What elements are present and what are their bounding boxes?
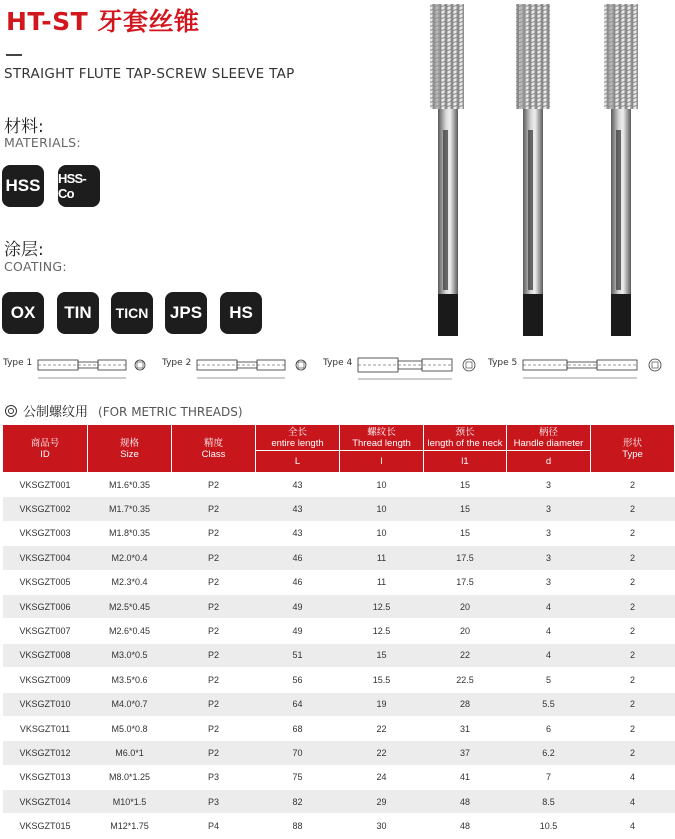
- coating-badge-ox: OX: [2, 292, 44, 334]
- cell-thread-length: 11: [340, 546, 424, 570]
- cell-handle-diameter: 6: [507, 716, 591, 740]
- cell-neck-length: 37: [424, 741, 507, 765]
- cell-handle-diameter: 5.5: [507, 692, 591, 716]
- cell-entire-length: 49: [256, 594, 340, 618]
- cell-size: M1.7*0.35: [88, 497, 172, 521]
- type-2-diagram-icon: [195, 346, 315, 386]
- cell-class: P2: [172, 521, 256, 545]
- cell-id: VKSGZT001: [3, 473, 88, 497]
- cell-id: VKSGZT010: [3, 692, 88, 716]
- table-row: [3, 497, 675, 521]
- cell-type: 2: [591, 716, 675, 740]
- cell-entire-length: 46: [256, 546, 340, 570]
- cell-id: VKSGZT008: [3, 643, 88, 667]
- cell-size: M2.6*0.45: [88, 619, 172, 643]
- cell-type: 2: [591, 570, 675, 594]
- cell-neck-length: 15: [424, 473, 507, 497]
- table-row: [3, 473, 675, 497]
- coating-badge-tin: TIN: [57, 292, 99, 334]
- cell-type: 2: [591, 521, 675, 545]
- cell-handle-diameter: 3: [507, 546, 591, 570]
- cell-entire-length: 49: [256, 619, 340, 643]
- cell-size: M3.0*0.5: [88, 643, 172, 667]
- cell-entire-length: 75: [256, 765, 340, 789]
- cell-class: P4: [172, 814, 256, 838]
- cell-handle-diameter: 4: [507, 594, 591, 618]
- cell-neck-length: 28: [424, 692, 507, 716]
- cell-class: P2: [172, 473, 256, 497]
- coating-badge-jps: JPS: [165, 292, 207, 334]
- cell-thread-length: 10: [340, 497, 424, 521]
- cell-size: M2.5*0.45: [88, 594, 172, 618]
- cell-handle-diameter: 6.2: [507, 741, 591, 765]
- cell-entire-length: 56: [256, 668, 340, 692]
- header-size: 规格 Size: [88, 425, 172, 473]
- cell-handle-diameter: 3: [507, 570, 591, 594]
- cell-handle-diameter: 7: [507, 765, 591, 789]
- coating-badge-hs: HS: [220, 292, 262, 334]
- type-1-label: Type 1: [3, 358, 33, 368]
- cell-thread-length: 19: [340, 692, 424, 716]
- cell-thread-length: 22: [340, 741, 424, 765]
- cell-handle-diameter: 8.5: [507, 790, 591, 814]
- cell-id: VKSGZT007: [3, 619, 88, 643]
- cell-id: VKSGZT014: [3, 790, 88, 814]
- cell-neck-length: 41: [424, 765, 507, 789]
- header-handle-diameter: 柄径 Handle diameter: [507, 425, 591, 451]
- cell-neck-length: 31: [424, 716, 507, 740]
- cell-size: M6.0*1: [88, 741, 172, 765]
- header-neck-length: 颈长 length of the neck: [424, 425, 507, 451]
- cell-id: VKSGZT006: [3, 594, 88, 618]
- cell-entire-length: 43: [256, 473, 340, 497]
- cell-neck-length: 17.5: [424, 570, 507, 594]
- table-row: [3, 546, 675, 570]
- cell-neck-length: 48: [424, 814, 507, 838]
- cell-class: P2: [172, 594, 256, 618]
- target-circle-icon: [5, 405, 17, 417]
- table-row: [3, 521, 675, 545]
- cell-entire-length: 46: [256, 570, 340, 594]
- cell-thread-length: 15.5: [340, 668, 424, 692]
- cell-thread-length: 22: [340, 716, 424, 740]
- cell-neck-length: 15: [424, 521, 507, 545]
- tap-2-icon: [516, 4, 550, 336]
- spec-table-body: [3, 473, 675, 839]
- coating-label-cn: 涂层:: [4, 240, 44, 260]
- cell-type: 2: [591, 497, 675, 521]
- metric-heading: [5, 401, 243, 420]
- cell-size: M5.0*0.8: [88, 716, 172, 740]
- metric-label-cn: 公制螺纹用: [23, 405, 89, 420]
- table-row: [3, 668, 675, 692]
- cell-size: M3.5*0.6: [88, 668, 172, 692]
- cell-size: M12*1.75: [88, 814, 172, 838]
- cell-entire-length: 51: [256, 643, 340, 667]
- cell-class: P3: [172, 790, 256, 814]
- cell-size: M2.3*0.4: [88, 570, 172, 594]
- cell-class: P2: [172, 619, 256, 643]
- cell-thread-length: 30: [340, 814, 424, 838]
- table-row: [3, 692, 675, 716]
- cell-neck-length: 22: [424, 643, 507, 667]
- table-row: [3, 594, 675, 618]
- cell-thread-length: 12.5: [340, 619, 424, 643]
- type-5-label: Type 5: [488, 358, 518, 368]
- tap-product-image: [410, 0, 650, 340]
- header-entire-length: 全长 entire length: [256, 425, 340, 451]
- cell-type: 4: [591, 790, 675, 814]
- cell-handle-diameter: 3: [507, 521, 591, 545]
- table-row: [3, 790, 675, 814]
- table-row: [3, 619, 675, 643]
- cell-id: VKSGZT011: [3, 716, 88, 740]
- cell-handle-diameter: 3: [507, 473, 591, 497]
- cell-class: P2: [172, 692, 256, 716]
- cell-thread-length: 12.5: [340, 594, 424, 618]
- cell-class: P2: [172, 570, 256, 594]
- cell-size: M1.8*0.35: [88, 521, 172, 545]
- type-1-diagram-icon: [36, 346, 156, 386]
- cell-type: 2: [591, 692, 675, 716]
- materials-label-cn: 材料:: [4, 117, 44, 137]
- tap-1-icon: [430, 4, 464, 336]
- materials-label-en: MATERIALS:: [4, 135, 81, 150]
- cell-size: M2.0*0.4: [88, 546, 172, 570]
- cell-class: P2: [172, 668, 256, 692]
- cell-id: VKSGZT009: [3, 668, 88, 692]
- cell-handle-diameter: 3: [507, 497, 591, 521]
- cell-type: 2: [591, 619, 675, 643]
- cell-handle-diameter: 4: [507, 643, 591, 667]
- cell-thread-length: 24: [340, 765, 424, 789]
- cell-id: VKSGZT015: [3, 814, 88, 838]
- coating-badge-ticn: TICN: [111, 292, 153, 334]
- cell-neck-length: 22.5: [424, 668, 507, 692]
- cell-entire-length: 70: [256, 741, 340, 765]
- table-row: [3, 814, 675, 838]
- header-class: 精度 Class: [172, 425, 256, 473]
- cell-thread-length: 29: [340, 790, 424, 814]
- cell-thread-length: 15: [340, 643, 424, 667]
- header-thread-length: 螺纹长 Thread length: [340, 425, 424, 451]
- cell-neck-length: 20: [424, 619, 507, 643]
- type-5-diagram-icon: [521, 346, 671, 386]
- cell-type: 2: [591, 668, 675, 692]
- cell-entire-length: 82: [256, 790, 340, 814]
- cell-type: 2: [591, 546, 675, 570]
- cell-type: 4: [591, 814, 675, 838]
- cell-id: VKSGZT012: [3, 741, 88, 765]
- header-symbol-l: l: [340, 451, 424, 473]
- header-symbol-l1: l1: [424, 451, 507, 473]
- table-row: [3, 716, 675, 740]
- type-diagrams: [0, 346, 675, 386]
- cell-neck-length: 48: [424, 790, 507, 814]
- cell-neck-length: 15: [424, 497, 507, 521]
- cell-size: M4.0*0.7: [88, 692, 172, 716]
- cell-class: P3: [172, 765, 256, 789]
- cell-size: M1.6*0.35: [88, 473, 172, 497]
- material-badge-hss-co: HSS-Co: [58, 165, 100, 207]
- cell-id: VKSGZT004: [3, 546, 88, 570]
- cell-entire-length: 64: [256, 692, 340, 716]
- cell-handle-diameter: 4: [507, 619, 591, 643]
- spec-table: [2, 424, 675, 839]
- table-row: [3, 741, 675, 765]
- cell-type: 2: [591, 741, 675, 765]
- cell-class: P2: [172, 716, 256, 740]
- cell-entire-length: 68: [256, 716, 340, 740]
- table-row: [3, 570, 675, 594]
- cell-id: VKSGZT013: [3, 765, 88, 789]
- material-badge-hss: HSS: [2, 165, 44, 207]
- page-title: HT-ST 牙套丝锥: [6, 7, 200, 36]
- table-row: [3, 643, 675, 667]
- cell-thread-length: 11: [340, 570, 424, 594]
- header-symbol-d: d: [507, 451, 591, 473]
- cell-id: VKSGZT005: [3, 570, 88, 594]
- cell-type: 2: [591, 594, 675, 618]
- cell-thread-length: 10: [340, 473, 424, 497]
- header-type: 形状 Type: [591, 425, 675, 473]
- type-4-label: Type 4: [323, 358, 353, 368]
- cell-class: P2: [172, 546, 256, 570]
- cell-neck-length: 17.5: [424, 546, 507, 570]
- cell-handle-diameter: 10.5: [507, 814, 591, 838]
- type-4-diagram-icon: [356, 346, 486, 386]
- title-divider: [6, 54, 22, 56]
- cell-type: 4: [591, 765, 675, 789]
- cell-size: M8.0*1.25: [88, 765, 172, 789]
- cell-entire-length: 43: [256, 521, 340, 545]
- header-symbol-L: L: [256, 451, 340, 473]
- cell-class: P2: [172, 741, 256, 765]
- cell-thread-length: 10: [340, 521, 424, 545]
- cell-handle-diameter: 5: [507, 668, 591, 692]
- cell-size: M10*1.5: [88, 790, 172, 814]
- cell-id: VKSGZT002: [3, 497, 88, 521]
- coating-label-en: COATING:: [4, 259, 67, 274]
- cell-type: 2: [591, 473, 675, 497]
- page-subtitle: STRAIGHT FLUTE TAP-SCREW SLEEVE TAP: [4, 66, 295, 82]
- metric-label-en: (FOR METRIC THREADS): [98, 405, 243, 419]
- cell-class: P2: [172, 497, 256, 521]
- cell-entire-length: 43: [256, 497, 340, 521]
- cell-entire-length: 88: [256, 814, 340, 838]
- cell-id: VKSGZT003: [3, 521, 88, 545]
- cell-neck-length: 20: [424, 594, 507, 618]
- table-row: [3, 765, 675, 789]
- tap-3-icon: [604, 4, 638, 336]
- cell-type: 2: [591, 643, 675, 667]
- type-2-label: Type 2: [162, 358, 192, 368]
- header-id: 商品号 ID: [3, 425, 88, 473]
- cell-class: P2: [172, 643, 256, 667]
